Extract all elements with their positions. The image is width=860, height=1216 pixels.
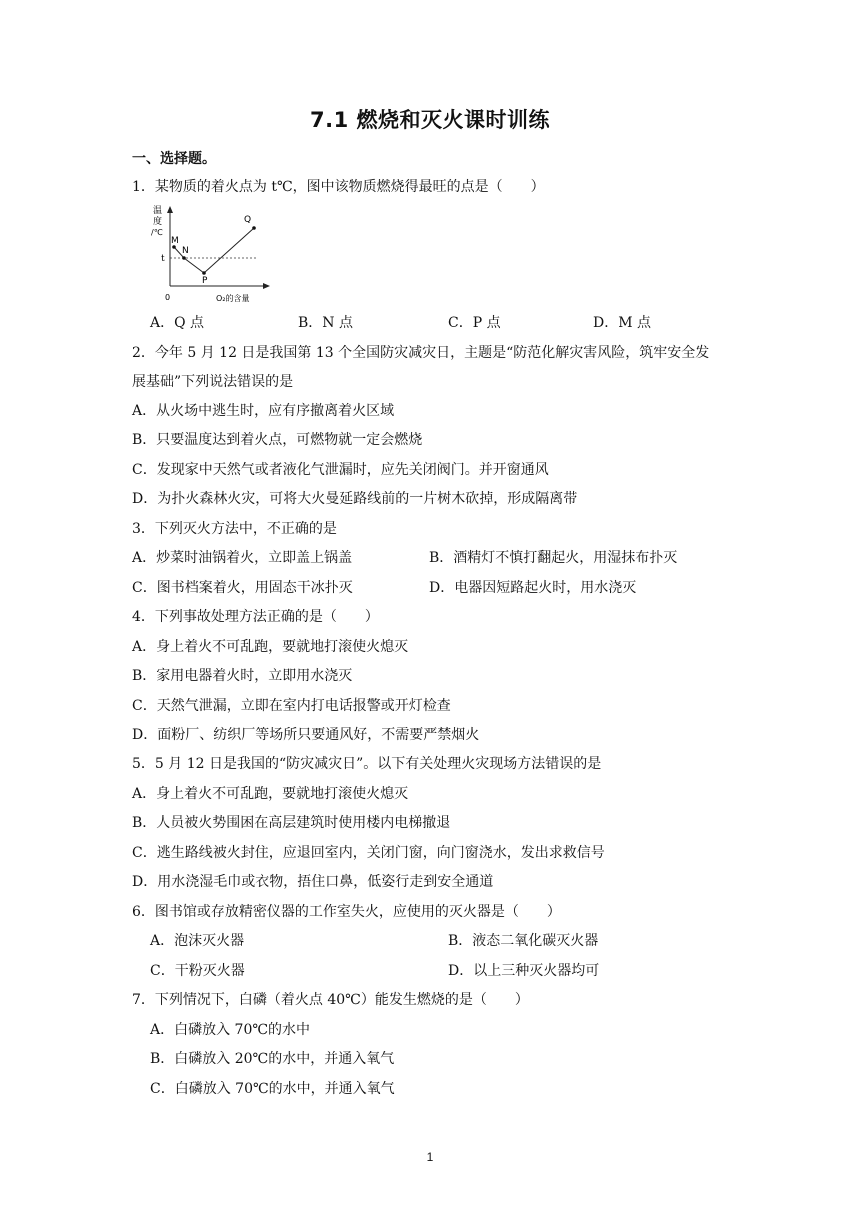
q4-option-b: B．家用电器着火时，立即用水浇灭: [132, 668, 353, 684]
q6-option-b: B．液态二氧化碳灭火器: [448, 933, 599, 949]
graph-t-label: t: [161, 254, 165, 264]
q5-stem: 5．5 月 12 日是我国的“防灾减灾日”。以下有关处理火灾现场方法错误的是: [132, 756, 602, 772]
q1-graph: [150, 203, 270, 305]
section-heading: 一、选择题。: [132, 151, 216, 167]
graph-label-n: N: [182, 246, 189, 256]
graph-origin: 0: [165, 293, 171, 302]
q6-option-a: A．泡沫灭火器: [150, 933, 245, 949]
q7-option-c: C．白磷放入 70℃的水中，并通入氧气: [150, 1081, 395, 1097]
graph-y-arrow: [167, 206, 173, 213]
page-number: 1: [426, 1150, 434, 1164]
q3-option-b: B．酒精灯不慎打翻起火，用湿抹布扑灭: [429, 550, 678, 566]
page-title: 7.1 燃烧和灭火课时训练: [309, 108, 550, 132]
q7-option-b: B．白磷放入 20℃的水中，并通入氧气: [150, 1051, 395, 1067]
q4-option-c: C．天然气泄漏，立即在室内打电话报警或开灯检查: [132, 698, 451, 714]
q2-option-c: C．发现家中天然气或者液化气泄漏时，应先关闭阀门。并开窗通风: [132, 462, 549, 478]
q4-option-d: D．面粉厂、纺织厂等场所只要通风好，不需要严禁烟火: [132, 727, 480, 743]
q1-option-b: B．N 点: [298, 315, 353, 331]
q1-stem: 1．某物质的着火点为 t℃，图中该物质燃烧得最旺的点是（ ）: [132, 179, 545, 195]
q7-option-a: A．白磷放入 70℃的水中: [150, 1022, 311, 1038]
q6-stem: 6．图书馆或存放精密仪器的工作室失火，应使用的灭火器是（ ）: [132, 904, 561, 920]
q1-option-d: D．M 点: [593, 315, 652, 331]
q6-option-d: D．以上三种灭火器均可: [448, 963, 600, 979]
graph-ylabel-3: /℃: [151, 228, 163, 237]
q2-option-d: D．为扑火森林火灾，可将大火曼延路线前的一片树木砍掉，形成隔离带: [132, 491, 578, 507]
graph-label-m: M: [171, 236, 179, 246]
q2-option-b: B．只要温度达到着火点，可燃物就一定会燃烧: [132, 432, 423, 448]
q5-option-c: C．逃生路线被火封住，应退回室内，关闭门窗，向门窗浇水，发出求救信号: [132, 845, 605, 861]
q3-option-a: A．炒菜时油锅着火，立即盖上锅盖: [132, 550, 353, 566]
q2-stem-line1: 2．今年 5 月 12 日是我国第 13 个全国防灾减灾日，主题是“防范化解灾害风险，筑牢安全发: [132, 345, 710, 361]
q5-option-b: B．人员被火势围困在高层建筑时使用楼内电梯撤退: [132, 815, 451, 831]
q4-stem: 4．下列事故处理方法正确的是（ ）: [132, 609, 379, 625]
q4-option-a: A．身上着火不可乱跑，要就地打滚使火熄灭: [132, 639, 409, 655]
q5-option-a: A．身上着火不可乱跑，要就地打滚使火熄灭: [132, 786, 409, 802]
graph-ylabel-2: 度: [153, 217, 163, 227]
q2-stem-line2: 展基础”下列说法错误的是: [132, 374, 294, 390]
graph-label-p: P: [202, 276, 208, 286]
q1-option-c: C．P 点: [448, 315, 501, 331]
graph-label-q: Q: [244, 215, 252, 225]
q3-stem: 3．下列灭火方法中，不正确的是: [132, 521, 337, 537]
graph-x-arrow: [263, 283, 270, 289]
q1-option-a: A．Q 点: [150, 315, 205, 331]
graph-ylabel-1: 温: [153, 206, 163, 216]
graph-point-n: [182, 256, 186, 260]
q3-option-d: D．电器因短路起火时，用水浇灭: [429, 580, 637, 596]
q6-option-c: C．干粉灭火器: [150, 963, 245, 979]
q7-stem: 7．下列情况下，白磷（着火点 40℃）能发生燃烧的是（ ）: [132, 992, 529, 1008]
graph-point-p: [202, 271, 206, 275]
graph-xlabel: O₂的含量: [216, 294, 250, 303]
q5-option-d: D．用水浇湿毛巾或衣物，捂住口鼻，低姿行走到安全通道: [132, 874, 494, 890]
q3-option-c: C．图书档案着火，用固态干冰扑灭: [132, 580, 353, 596]
graph-point-q: [252, 226, 256, 230]
q2-option-a: A．从火场中逃生时，应有序撤离着火区域: [132, 403, 395, 419]
